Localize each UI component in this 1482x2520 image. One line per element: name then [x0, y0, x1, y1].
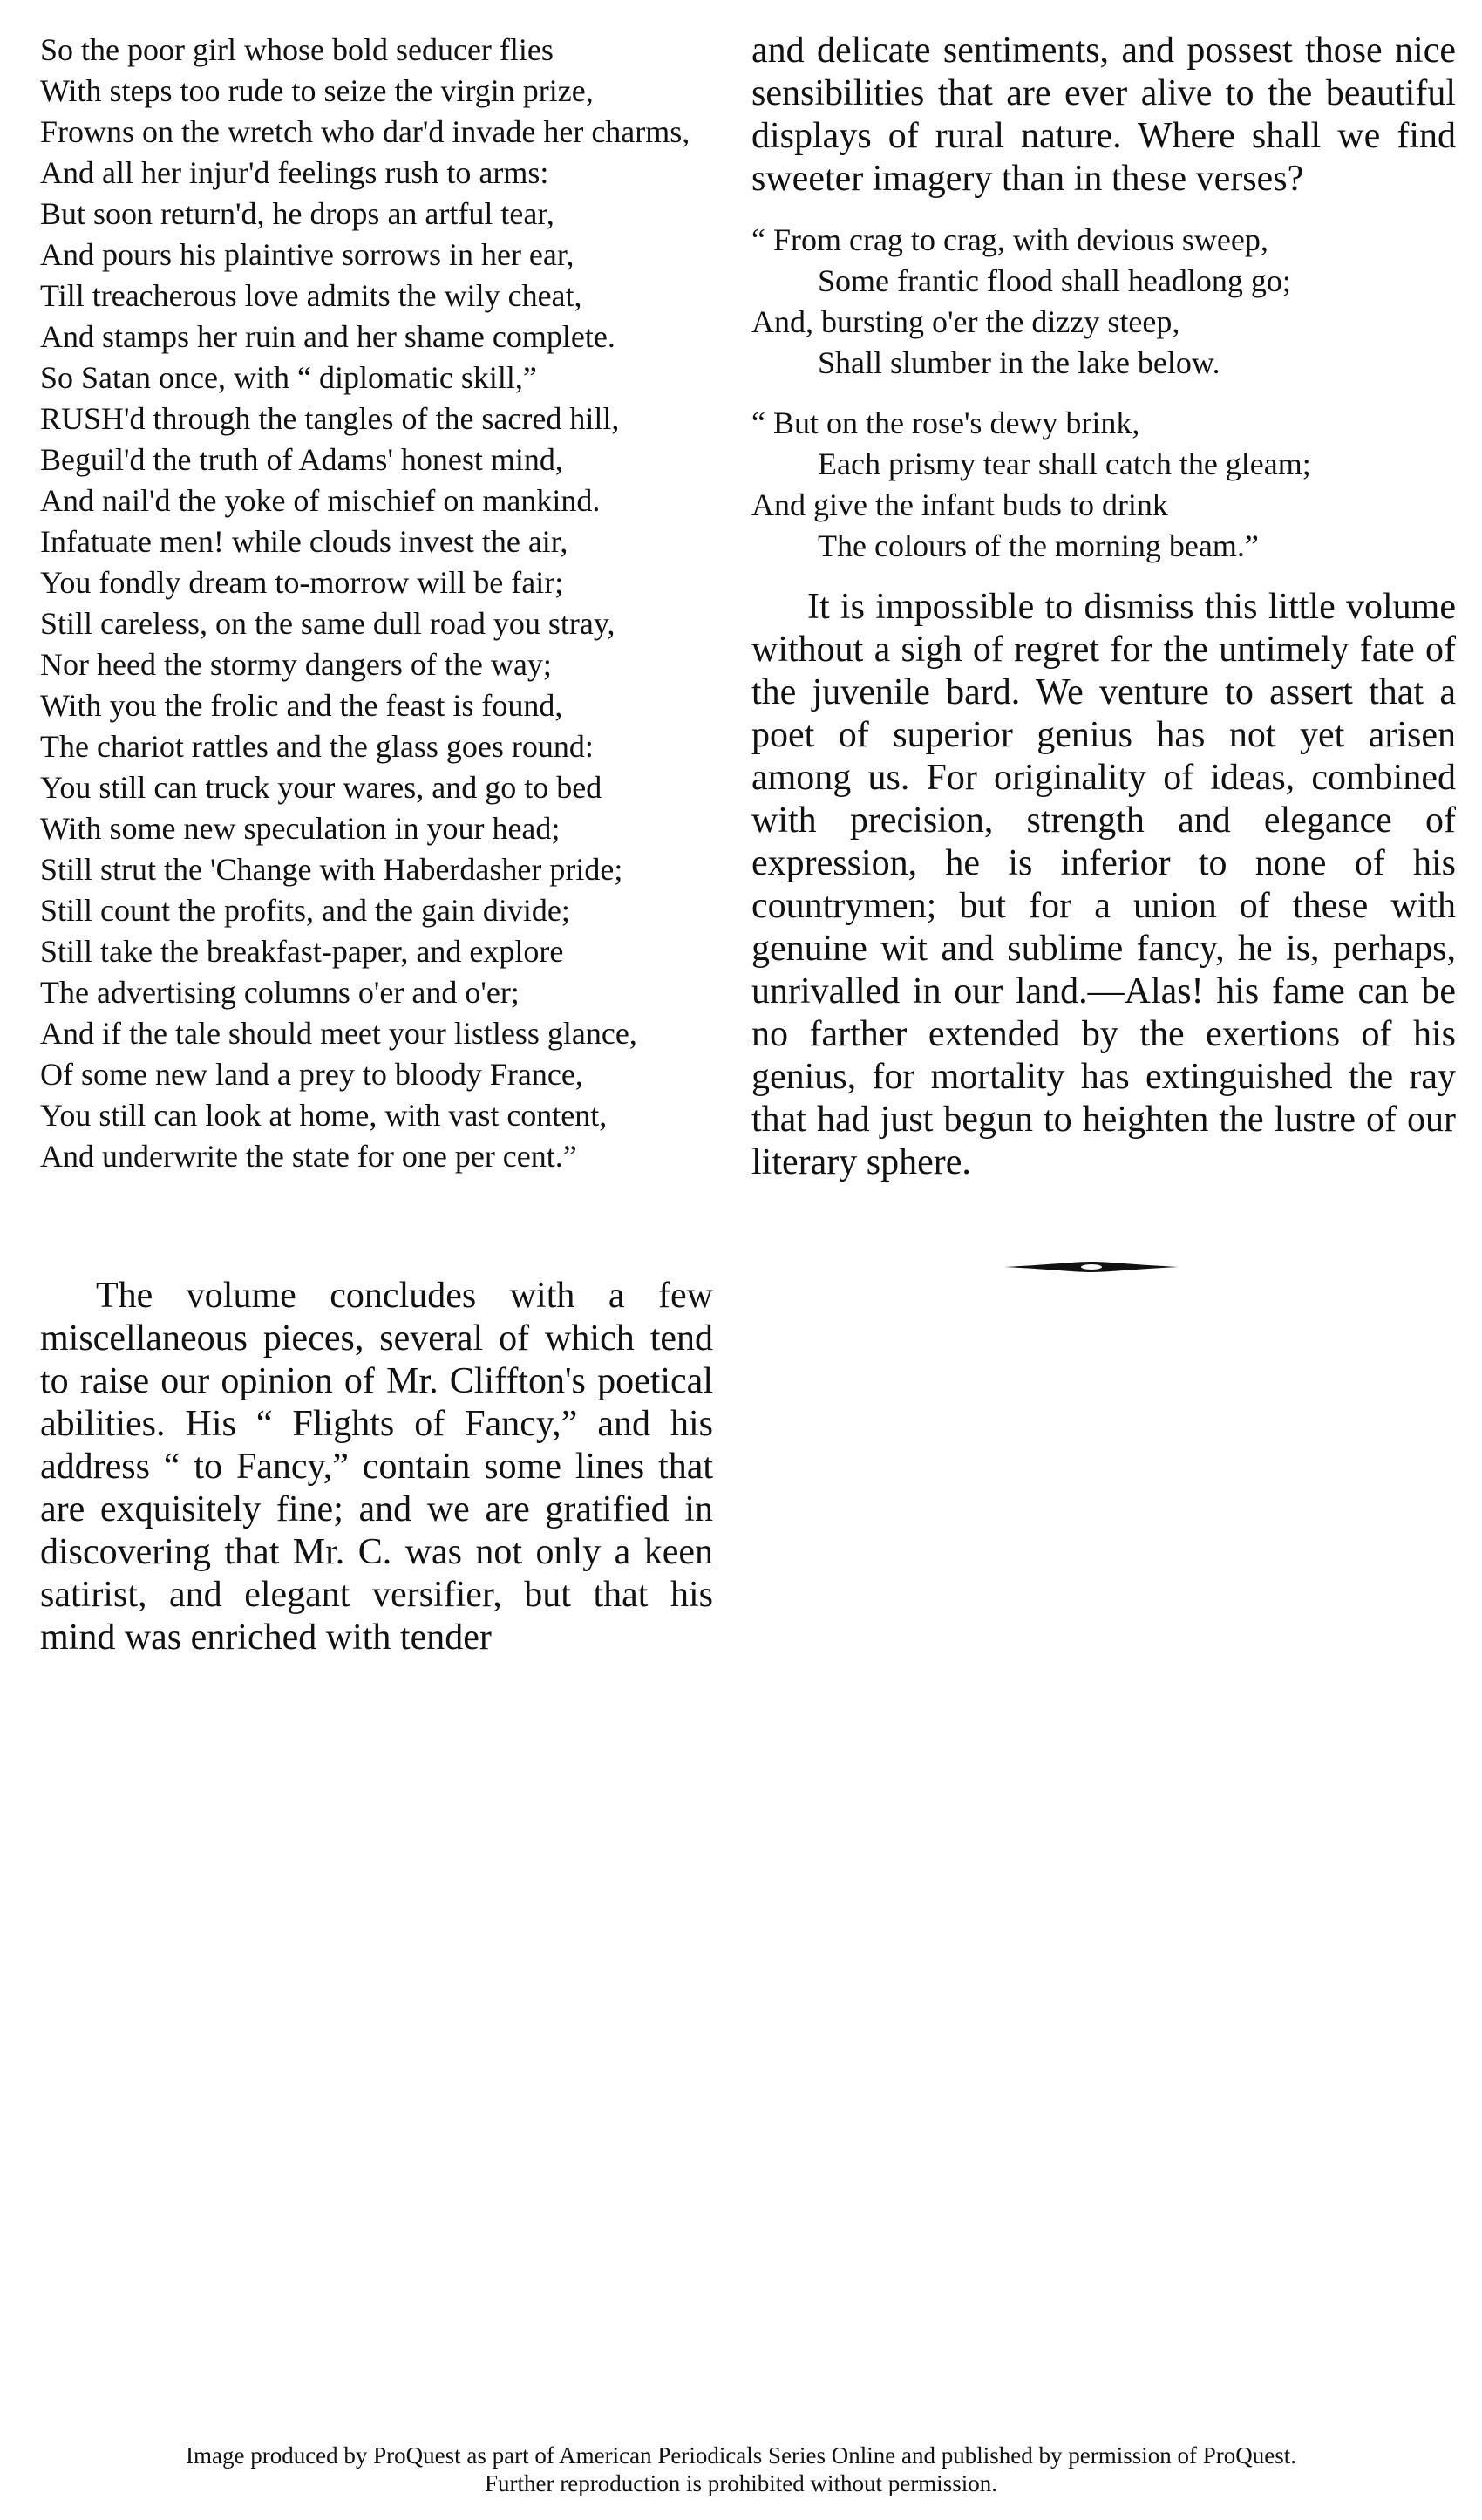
footer-line-1: Image produced by ProQuest as part of American Periodicals Series Online and published by permission of ProQuest.	[186, 2442, 1296, 2469]
poem-line: With you the frolic and the feast is found,	[40, 688, 563, 723]
poem-line: So Satan once, with “ diplomatic skill,”	[40, 360, 537, 395]
poem-line: Infatuate men! while clouds invest the air,	[40, 524, 568, 559]
poem-line: Of some new land a prey to bloody France,	[40, 1057, 583, 1092]
poem-line: With some new speculation in your head;	[40, 811, 561, 846]
stanza-line: Shall slumber in the lake below.	[818, 345, 1220, 380]
copyright-footer	[0, 2442, 1482, 2497]
stanza-line: “ From crag to crag, with devious sweep,	[751, 222, 1268, 257]
stanza-line: The colours of the morning beam.”	[818, 528, 1259, 563]
quoted-stanza-2	[751, 403, 1456, 567]
poem-line: RUSH'd through the tangles of the sacred hill,	[40, 401, 620, 436]
poem-line: And nail'd the yoke of mischief on mankind.	[40, 483, 601, 518]
final-paragraph: It is impossible to dismiss this little volume without a sigh of regret for the untimely fate of the juvenile bard. We venture to assert that a poet of superior genius has not yet arisen among us. For originality of ideas, combined with precision, strength and elegance of expression, he is inferior to none of his countrymen; but for a union of these with genuine wit and sublime fancy, he is, perhaps, unrivalled in our land.—Alas! his fame can be no farther extended by the exertions of his genius, for mortality has extinguished the ray that had just begun to heighten the lustre of our literary sphere.	[751, 587, 1456, 1182]
right-column	[751, 30, 1456, 1273]
quoted-stanza-1	[751, 220, 1456, 384]
poem-line: Nor heed the stormy dangers of the way;	[40, 647, 552, 682]
poem-line: The chariot rattles and the glass goes round:	[40, 729, 594, 764]
poem-line: And if the tale should meet your listless glance,	[40, 1016, 637, 1051]
stanza-line: And, bursting o'er the dizzy steep,	[751, 304, 1180, 339]
poem-line: Till treacherous love admits the wily cheat,	[40, 278, 582, 313]
stanza-line: Each prismy tear shall catch the gleam;	[818, 446, 1311, 481]
poem-line: Frowns on the wretch who dar'd invade her charms,	[40, 114, 690, 149]
footer-line-2: Further reproduction is prohibited without permission.	[485, 2470, 997, 2496]
poem-line: But soon return'd, he drops an artful tear,	[40, 196, 554, 231]
poem-line: You fondly dream to-morrow will be fair;	[40, 565, 564, 600]
closing-paragraph: The volume concludes with a few miscellaneous pieces, several of which tend to raise our opinion of Mr. Cliffton's poetical abilities. His “ Flights of Fancy,” and his address “ to Fancy,” contain some lines that are exquisitely fine; and we are gratified in discovering that Mr. C. was not only a keen satirist, and elegant versifier, but that his mind was enriched with tender	[40, 1276, 713, 1658]
stanza-line: Some frantic flood shall headlong go;	[818, 263, 1291, 298]
poem-line: And pours his plaintive sorrows in her ear,	[40, 237, 574, 272]
poem-line: And stamps her ruin and her shame complete.	[40, 319, 615, 354]
poem-line: Still strut the 'Change with Haberdasher pride;	[40, 852, 623, 887]
poem-line: Still count the profits, and the gain divide;	[40, 893, 570, 928]
continuation-paragraph: and delicate sentiments, and possest those nice sensibilities that are ever alive to the beautiful displays of rural nature. Where shall we find sweeter imagery than in these verses?	[751, 31, 1456, 199]
stanza-line: And give the infant buds to drink	[751, 487, 1168, 522]
stanza-line: “ But on the rose's dewy brink,	[751, 405, 1140, 440]
poem-line: And underwrite the state for one per cent.”	[40, 1139, 577, 1174]
poem-line: With steps too rude to seize the virgin prize,	[40, 73, 594, 108]
poem-line: You still can truck your wares, and go to bed	[40, 770, 602, 805]
left-column	[40, 30, 713, 1659]
satirical-poem	[40, 30, 713, 1177]
poem-line: Still take the breakfast-paper, and explore	[40, 934, 564, 969]
poem-line: So the poor girl whose bold seducer flies	[40, 32, 554, 67]
ornamental-rule	[1004, 1261, 1179, 1273]
poem-line: The advertising columns o'er and o'er;	[40, 975, 520, 1010]
poem-line: Beguil'd the truth of Adams' honest mind,	[40, 442, 563, 477]
poem-line: And all her injur'd feelings rush to arms:	[40, 155, 549, 190]
poem-line: You still can look at home, with vast content,	[40, 1098, 608, 1133]
poem-line: Still careless, on the same dull road you stray,	[40, 606, 615, 641]
